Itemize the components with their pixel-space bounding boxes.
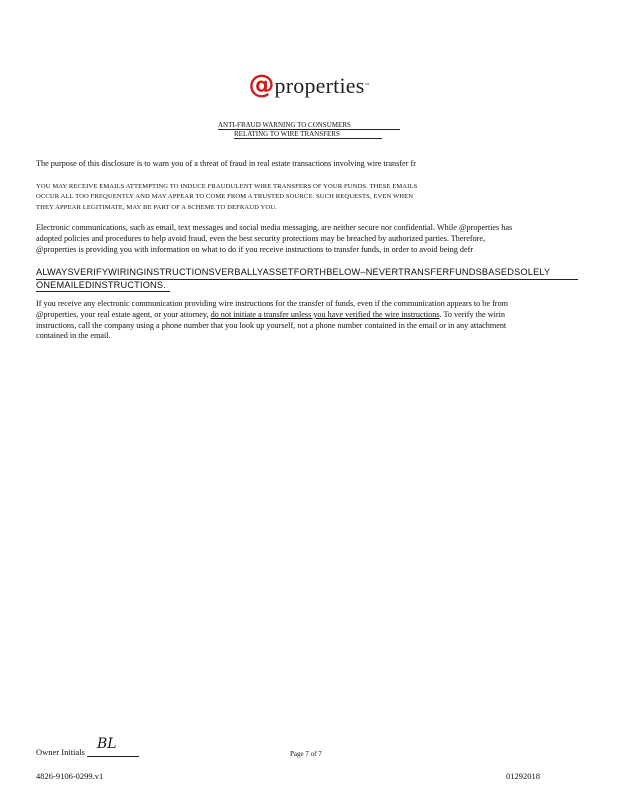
electronic-line1: Electronic communications, such as email, text messages and social media messaging, are neither secure nor confidential. While @properties has	[36, 223, 513, 232]
caps-warning	[36, 182, 584, 213]
document-title-line1: ANTI-FRAUD WARNING TO CONSUMERS	[218, 121, 400, 130]
verify-line2	[36, 310, 584, 321]
caps-warning-line3: THEY APPEAR LEGITIMATE, MAY BE PART OF A SCHEME TO DEFRAUD YOU.	[36, 203, 277, 211]
electronic-line3: @properties is providing you with information on what to do if you receive instructions to transfer funds, in order to avoid being defr	[36, 244, 474, 254]
purpose-paragraph: The purpose of this disclosure is to warn you of a threat of fraud in real estate transactions involving wire transfer fr	[36, 159, 416, 168]
caps-warning-line2: OCCUR ALL TOO FREQUENTLY AND MAY APPEAR TO COME FROM A TRUSTED SOURCE. SUCH REQUESTS, EVEN WHEN	[36, 193, 414, 201]
properties-logo	[0, 70, 618, 100]
verify-paragraph	[36, 299, 584, 342]
logo-at-symbol: @	[248, 70, 275, 100]
document-title-line2: RELATING TO WIRE TRANSFERS	[234, 130, 382, 139]
owner-initials-signature: BL	[97, 736, 117, 752]
always-verify-line1: ALWAYSVERIFYWIRINGINSTRUCTIONSVERBALLYASSETFORTHBELOW–NEVERTRANSFERFUNDSBASEDSOLELY	[36, 267, 578, 280]
always-verify-line2: ONEMAILEDINSTRUCTIONS.	[36, 280, 170, 293]
logo-trademark: ™	[364, 82, 370, 89]
electronic-communications-paragraph	[36, 223, 584, 255]
logo-wordmark: properties	[274, 73, 365, 98]
always-verify-warning	[36, 267, 584, 292]
owner-initials-block	[36, 736, 139, 757]
electronic-line2: adopted policies and procedures to help avoid fraud, even the best security protections may be breached by authorized parties. Therefore,	[36, 233, 486, 243]
owner-initials-line	[87, 736, 139, 757]
verify-line2-start: @properties, your real estate agent, or your attorney,	[36, 309, 211, 319]
caps-warning-line1: YOU MAY RECEIVE EMAILS ATTEMPTING TO INDUCE FRAUDULENT WIRE TRANSFERS OF YOUR FUNDS. THESE EMAILS	[36, 183, 418, 190]
verify-line2-end: . To verify the wirin	[439, 309, 505, 319]
document-id: 4826-9106-0299.v1	[36, 771, 104, 781]
verify-line1: If you receive any electronic communication providing wire instructions for the transfer of funds, even if the communication appears to be from	[36, 299, 508, 308]
verify-line2-underlined: do not initiate a transfer unless you have verified the wire instructions	[210, 309, 440, 319]
date-code: 01292018	[506, 771, 540, 781]
page-number: Page 7 of 7	[290, 750, 322, 758]
verify-line4: contained in the email.	[36, 331, 111, 341]
verify-line3: instructions, call the company using a phone number that you look up yourself, not a phone number contained in the email or in any attachment	[36, 320, 507, 330]
owner-initials-label: Owner Initials	[36, 747, 85, 757]
